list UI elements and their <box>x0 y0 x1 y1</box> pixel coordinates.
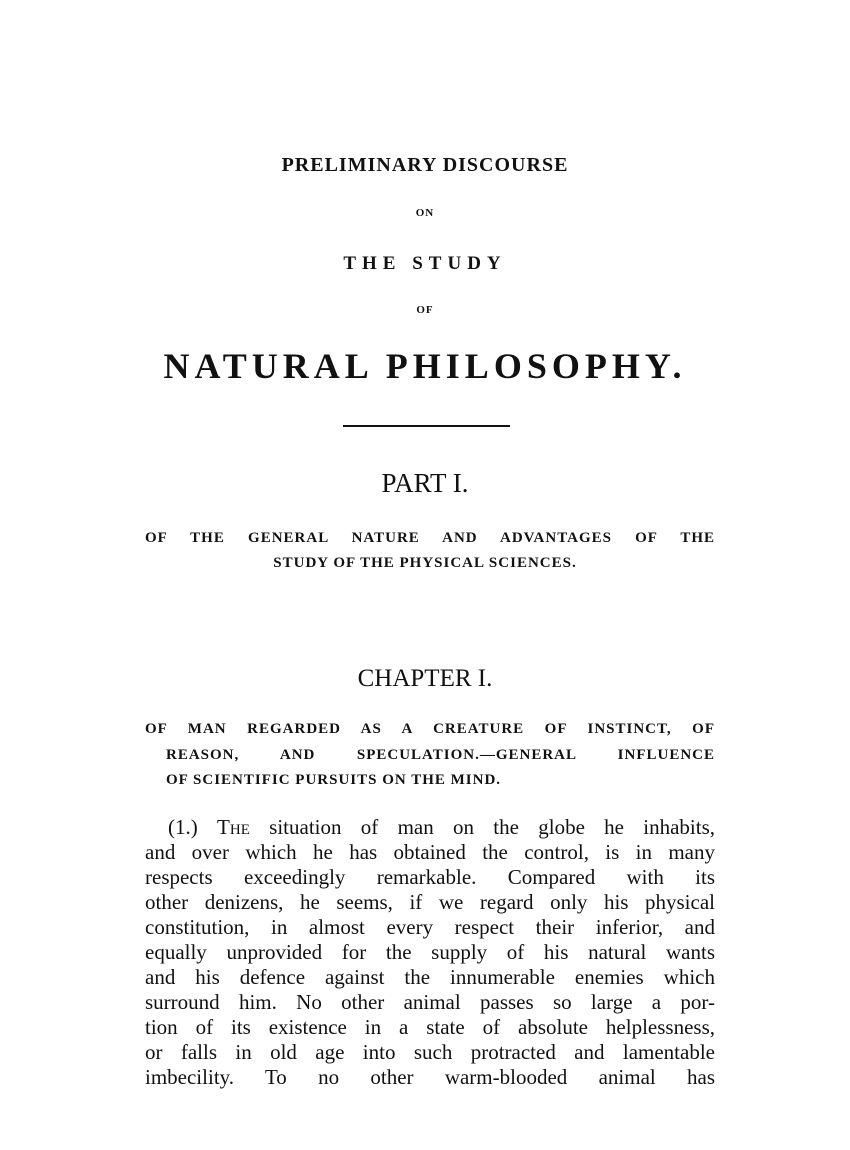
title-line-preliminary-discourse: PRELIMINARY DISCOURSE <box>281 154 569 176</box>
chapter-subtitle-line-1: OF MAN REGARDED AS A CREATURE OF INSTINCT, OF <box>145 721 715 737</box>
body-line: imbecility. To no other warm-blooded animal has <box>145 1065 715 1089</box>
body-line: tion of its existence in a state of absolute helplessness, <box>145 1015 715 1039</box>
lead-word: The <box>217 815 250 839</box>
body-line-text: situation of man on the globe he inhabits, <box>269 815 716 839</box>
body-line: surround him. No other animal passes so large a por- <box>145 990 715 1014</box>
body-line: and his defence against the innumerable enemies which <box>145 965 715 989</box>
chapter-subtitle-line-2: REASON, AND SPECULATION.—GENERAL INFLUENCE <box>166 747 715 763</box>
chapter-heading: CHAPTER I. <box>357 665 493 692</box>
body-line: equally unprovided for the supply of his natural wants <box>145 940 715 964</box>
body-line: and over which he has obtained the control, is in many <box>145 840 715 864</box>
paragraph-number: (1.) <box>168 815 198 839</box>
title-line-the-study: THE STUDY <box>343 253 507 274</box>
body-line: or falls in old age into such protracted and lamentable <box>145 1040 715 1064</box>
body-line <box>168 815 715 840</box>
part-subtitle-line-2: STUDY OF THE PHYSICAL SCIENCES. <box>273 555 577 571</box>
body-line: other denizens, he seems, if we regard only his physical <box>145 890 715 914</box>
part-heading: PART I. <box>381 468 469 498</box>
title-line-on: ON <box>415 207 435 219</box>
horizontal-rule <box>343 425 510 427</box>
chapter-subtitle-line-3: OF SCIENTIFIC PURSUITS ON THE MIND. <box>166 772 502 788</box>
title-natural-philosophy: NATURAL PHILOSOPHY. <box>163 346 687 386</box>
body-line: constitution, in almost every respect their inferior, and <box>145 915 715 939</box>
part-subtitle-line-1: OF THE GENERAL NATURE AND ADVANTAGES OF THE <box>145 530 715 546</box>
title-line-of: OF <box>416 304 434 316</box>
body-line: respects exceedingly remarkable. Compared with its <box>145 865 715 889</box>
